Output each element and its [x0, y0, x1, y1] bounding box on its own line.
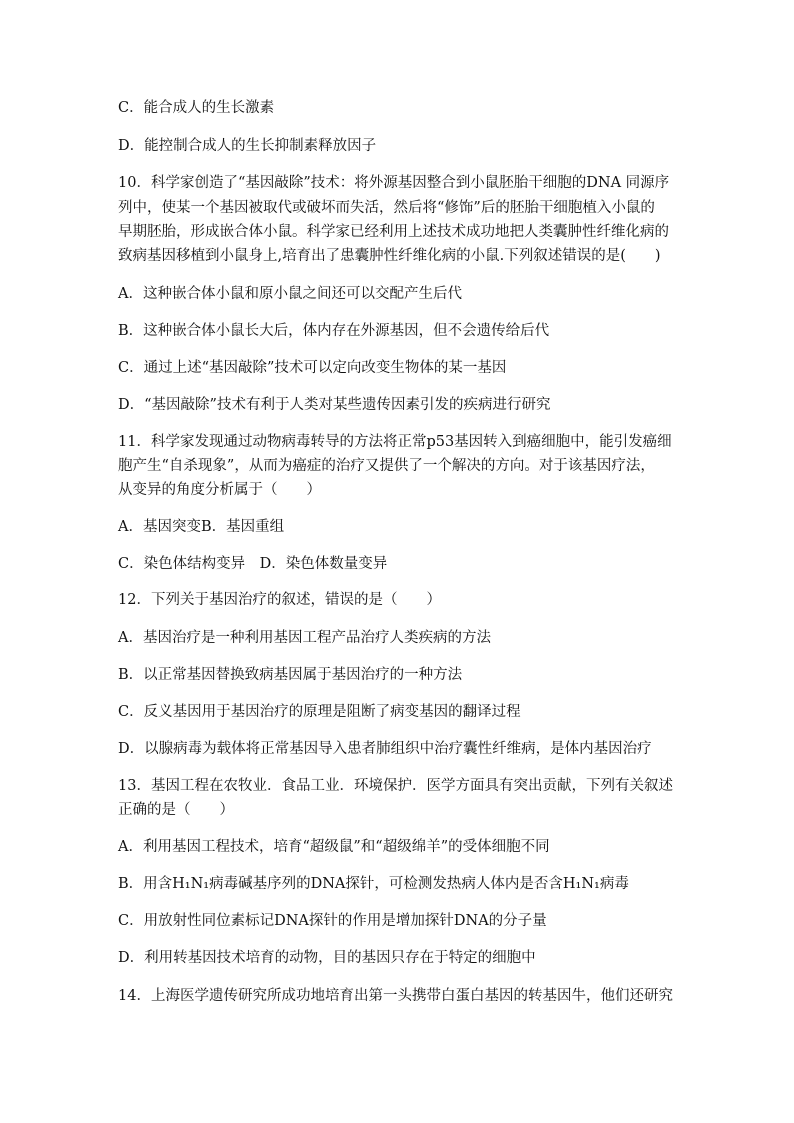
- options-ab-q11: A．基因突变B．基因重组: [118, 519, 285, 535]
- option-b-q12: B．以正常基因替换致病基因属于基因治疗的一种方法: [118, 667, 463, 683]
- question-13-line-2: 正确的是（ ）: [118, 802, 234, 818]
- option-d-q13: D．利用转基因技术培育的动物，目的基因只存在于特定的细胞中: [118, 950, 536, 966]
- option-c-q9: C．能合成人的生长激素: [118, 100, 275, 116]
- option-a-q10: A．这种嵌合体小鼠和原小鼠之间还可以交配产生后代: [118, 286, 462, 302]
- option-b-q13: B．用含H₁N₁病毒碱基序列的DNA探针，可检测发热病人体内是否含H₁N₁病毒: [118, 876, 629, 892]
- question-11-line-1: 11．科学家发现通过动物病毒转导的方法将正常p53基因转入到癌细胞中，能引发癌细: [118, 434, 672, 450]
- option-a-q13: A．利用基因工程技术，培育“超级鼠”和“超级绵羊”的受体细胞不同: [118, 839, 550, 855]
- option-c-q10: C．通过上述“基因敲除”技术可以定向改变生物体的某一基因: [118, 360, 507, 376]
- question-12: 12．下列关于基因治疗的叙述，错误的是（ ）: [118, 592, 441, 608]
- option-d-q9: D．能控制合成人的生长抑制素释放因子: [118, 138, 377, 154]
- question-10-line-4: 致病基因移植到小鼠身上,培育出了患囊肿性纤维化病的小鼠.下列叙述错误的是( ): [118, 248, 661, 264]
- option-a-q12: A．基因治疗是一种利用基因工程产品治疗人类疾病的方法: [118, 630, 491, 646]
- question-11-line-3: 从变异的角度分析属于（ ）: [118, 482, 321, 498]
- option-b-q10: B．这种嵌合体小鼠长大后，体内存在外源基因，但不会遗传给后代: [118, 323, 550, 339]
- question-10-line-2: 列中，使某一个基因被取代或破坏而失活，然后将“修饰”后的胚胎干细胞植入小鼠的: [118, 200, 655, 216]
- options-cd-q11: C．染色体结构变异 D．染色体数量变异: [118, 556, 388, 572]
- question-13-line-1: 13．基因工程在农牧业．食品工业．环境保护．医学方面具有突出贡献，下列有关叙述: [118, 778, 673, 794]
- question-10-line-3: 早期胚胎，形成嵌合体小鼠。科学家已经利用上述技术成功地把人类囊肿性纤维化病的: [118, 224, 669, 240]
- question-10-line-1: 10．科学家创造了“基因敲除”技术：将外源基因整合到小鼠胚胎干细胞的DNA 同源序: [118, 175, 670, 191]
- question-14-line-1: 14．上海医学遗传研究所成功地培育出第一头携带白蛋白基因的转基因牛，他们还研究: [118, 988, 673, 1004]
- option-c-q12: C．反义基因用于基因治疗的原理是阻断了病变基因的翻译过程: [118, 704, 521, 720]
- option-d-q10: D．“基因敲除”技术有利于人类对某些遗传因素引发的疾病进行研究: [118, 397, 551, 413]
- option-c-q13: C．用放射性同位素标记DNA探针的作用是增加探针DNA的分子量: [118, 913, 547, 929]
- question-11-line-2: 胞产生“自杀现象”，从而为癌症的治疗又提供了一个解决的方向。对于该基因疗法，: [118, 458, 655, 474]
- option-d-q12: D．以腺病毒为载体将正常基因导入患者肺组织中治疗囊性纤维病，是体内基因治疗: [118, 741, 652, 757]
